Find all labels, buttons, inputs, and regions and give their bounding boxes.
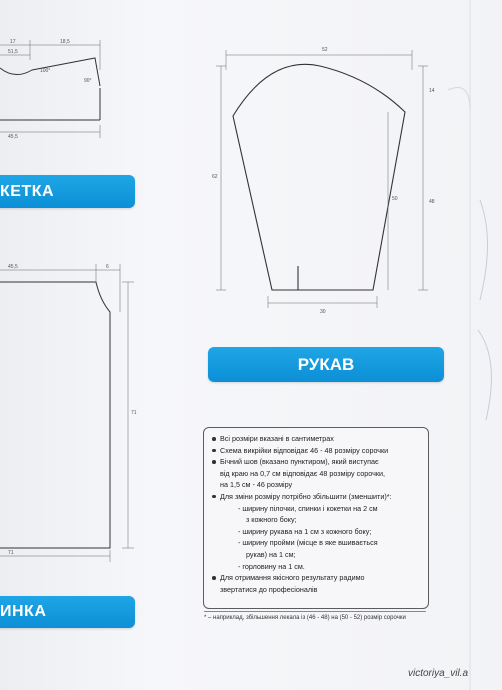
note-item: Для зміни розміру потрібно збільшити (зменшити)*: [212, 491, 422, 503]
note-item: з кожного боку; [246, 515, 297, 525]
back-pattern [0, 282, 110, 548]
back-dim-side: 71 [131, 410, 137, 416]
note-item: Схема викрійки відповідає 46 - 48 розміру сорочки [212, 445, 422, 457]
sleeve-dim-right: 48 [429, 199, 435, 205]
sleeve-dim-seam: 50 [392, 196, 398, 202]
note-item: Бічний шов (вказано пунктиром), який виступає [212, 456, 422, 468]
watermark: victoriya_vil.a [408, 668, 469, 679]
note-item: Для отримання якісного результату радимо [212, 572, 422, 584]
note-item: рукав) на 1 см; [246, 549, 296, 559]
yoke-dim-top-a: 17 [10, 39, 16, 45]
yoke-dim-bottom: 45,5 [8, 134, 18, 140]
sleeve-dim-cap: 14 [429, 88, 435, 94]
yoke-dim-top-b: 18,5 [60, 39, 70, 45]
sleeve-dim-cuff: 30 [320, 309, 326, 315]
yoke-angle-shoulder: 90° [84, 78, 92, 84]
sleeve-pattern [233, 64, 405, 290]
notes-list [212, 433, 422, 595]
sleeve-dimensions [216, 50, 428, 308]
note-item: від краю на 0,7 см відповідає 48 розміру сорочки, [220, 468, 386, 478]
back-dim-top: 45,5 [8, 264, 18, 270]
notes-box [203, 427, 429, 609]
yoke-title-banner [0, 175, 135, 208]
back-dim-top-small: 6 [106, 264, 109, 270]
back-dim-bottom: 71 [8, 550, 14, 556]
footnote-divider [204, 611, 426, 612]
back-title-banner [0, 596, 135, 628]
note-item: - ширину пройми (місце в яке вшивається [238, 538, 378, 548]
footnote: * – наприклад, збільшення лекала із (46 - 48) на (50 - 52) розмір сорочки [204, 615, 406, 621]
sleeve-title: РУКАВ [297, 354, 355, 374]
note-item: на 1,5 см - 46 розміру [220, 480, 293, 490]
note-item: - ширину пілочки, спинки і кокетки на 2 см [238, 503, 378, 513]
note-item: звертатися до професіоналів [220, 584, 318, 594]
yoke-title: КЕТКА [0, 182, 55, 200]
sleeve-title-banner [208, 347, 444, 382]
sleeve-dim-length: 62 [212, 174, 218, 180]
page-edge-marks [448, 0, 491, 690]
yoke-angle-neck: 100° [40, 68, 51, 74]
note-item: - горловину на 1 см. [238, 561, 305, 571]
note-item: - ширину рукава на 1 см з кожного боку; [238, 526, 372, 536]
back-dimensions [0, 264, 134, 562]
sleeve-dim-top: 52 [322, 47, 328, 53]
yoke-dim-top-c: 51,5 [8, 49, 18, 55]
back-title: ИНКА [0, 603, 47, 620]
note-item: Всі розміри вказані в сантиметрах [212, 433, 422, 445]
